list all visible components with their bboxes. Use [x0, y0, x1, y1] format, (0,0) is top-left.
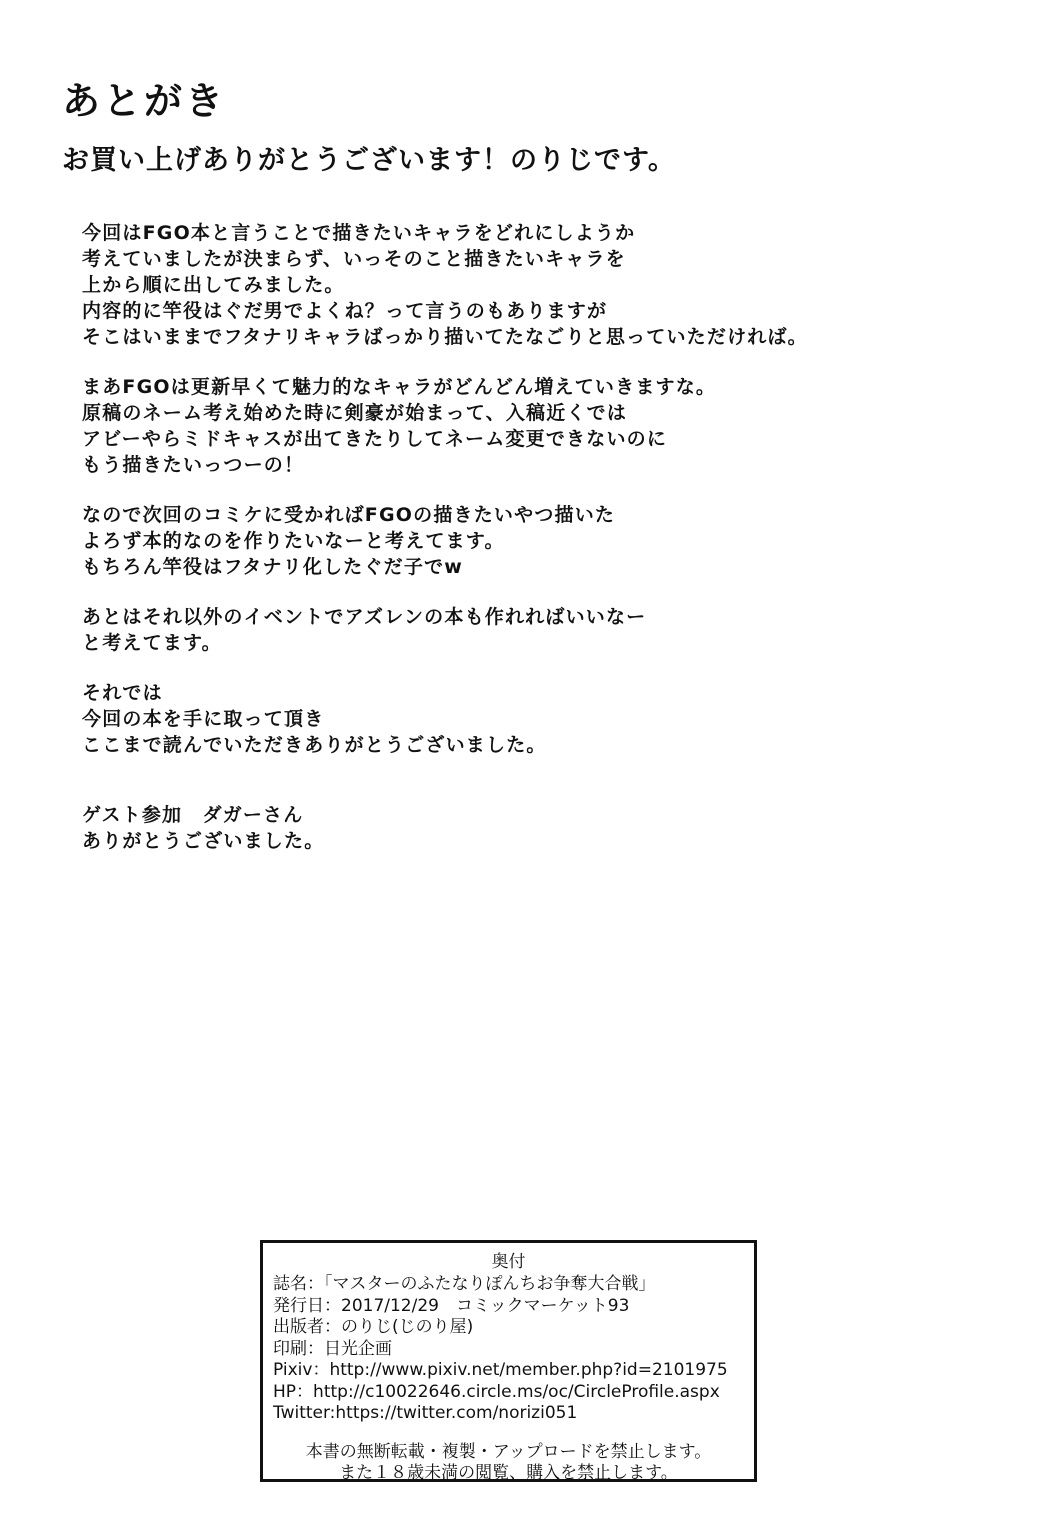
homepage-link: http://c10022646.circle.ms/oc/CircleProfile.aspx [313, 1381, 720, 1402]
row-value: 2017/12/29 コミックマーケット93 [341, 1295, 630, 1316]
pixiv-link: http://www.pixiv.net/member.php?id=2101975 [329, 1360, 728, 1380]
afterword-body [82, 220, 982, 878]
paragraph [82, 374, 982, 478]
notice-line: 本書の無断転載・複製・アップロードを禁止します。 [305, 1441, 712, 1462]
paragraph [82, 502, 982, 580]
text-line: 内容的に竿役はぐだ男でよくね？って言うのもありますが [82, 300, 608, 322]
guest-thanks [82, 802, 982, 854]
row-label: 出版者： [273, 1317, 341, 1337]
row-label: Twitter: [273, 1403, 336, 1423]
colophon-row-publisher [273, 1317, 754, 1339]
text-line: 上から順に出してみました。 [82, 274, 345, 296]
colophon-box [260, 1240, 757, 1482]
colophon-row-printer [273, 1339, 754, 1361]
row-label: Pixiv： [273, 1360, 330, 1380]
row-value: 「マスターのふたなりぽんちお争奪大合戦」 [324, 1274, 656, 1294]
paragraph [82, 604, 982, 656]
colophon-row-title [273, 1274, 754, 1296]
paragraph [82, 220, 982, 350]
text-line: 今回の本を手に取って頂き [82, 708, 325, 730]
text-line: よろず本的なのを作りたいなーと考えてます。 [82, 530, 505, 552]
text-line: なので次回のコミケに受かればFGOの描きたいやつ描いた [82, 504, 616, 526]
row-value: のりじ(じのり屋) [341, 1317, 474, 1337]
colophon-row-twitter [273, 1403, 754, 1425]
paragraph [82, 680, 982, 758]
text-line: もう描きたいっつーの！ [82, 454, 305, 476]
row-label: 印刷： [273, 1338, 324, 1359]
colophon-row-date [273, 1296, 754, 1318]
text-line: まあFGOは更新早くて魅力的なキャラがどんどん増えていきますな。 [82, 376, 717, 398]
text-line: もちろん竿役はフタナリ化したぐだ子でw [82, 556, 464, 578]
notice-line: また１８歳未満の閲覧、購入を禁止します。 [339, 1462, 678, 1483]
text-line: 考えていましたが決まらず、いっそのこと描きたいキャラを [82, 248, 626, 270]
text-line: そこはいままでフタナリキャラばっかり描いてたなごりと思っていただければ。 [82, 326, 808, 348]
text-line: ありがとうございました。 [82, 830, 325, 852]
colophon-row-pixiv [273, 1360, 754, 1382]
twitter-link: https://twitter.com/norizi051 [335, 1403, 578, 1423]
afterword-greeting: お買い上げありがとうございます！のりじです。 [62, 145, 676, 176]
text-line: アビーやらミドキャスが出てきたりしてネーム変更できないのに [82, 428, 668, 450]
colophon-heading: 奥付 [491, 1252, 526, 1272]
text-line: ここまで読んでいただきありがとうございました。 [82, 734, 547, 756]
text-line: 今回はFGO本と言うことで描きたいキャラをどれにしようか [82, 222, 636, 244]
row-label: 発行日： [273, 1295, 341, 1316]
row-label: HP： [273, 1381, 314, 1402]
text-line: ゲスト参加 ダガーさん [82, 804, 304, 826]
row-label: 誌名： [273, 1274, 324, 1294]
text-line: それでは [82, 682, 163, 704]
copyright-notice [263, 1442, 754, 1484]
text-line: あとはそれ以外のイベントでアズレンの本も作れればいいなー [82, 606, 647, 628]
text-line: と考えてます。 [82, 632, 222, 654]
afterword-title: あとがき [62, 79, 227, 123]
colophon-row-homepage [273, 1382, 754, 1404]
row-value: 日光企画 [324, 1338, 392, 1359]
text-line: 原稿のネーム考え始めた時に剣豪が始まって、入稿近くでは [82, 402, 628, 424]
